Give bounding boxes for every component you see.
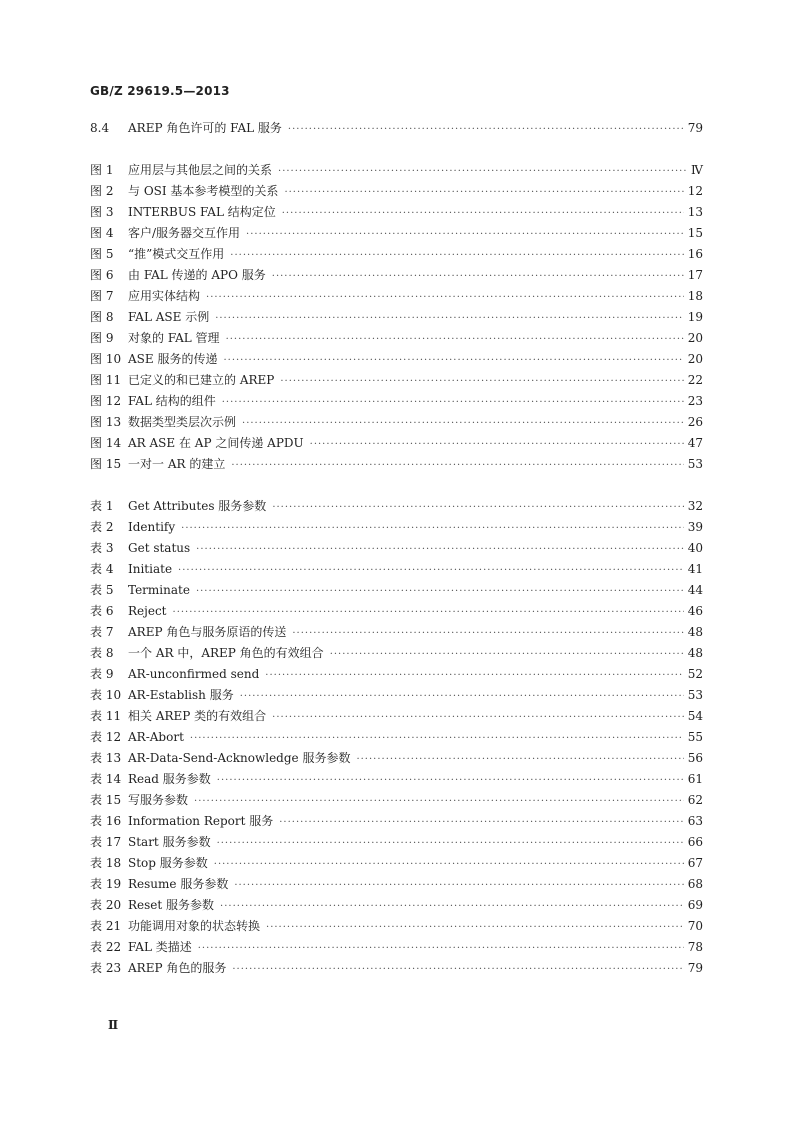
- toc-entry-title: 应用层与其他层之间的关系: [128, 163, 273, 177]
- toc-entry-page: 56: [687, 751, 703, 765]
- toc-entry[interactable]: [90, 790, 703, 811]
- toc-dot-leader: [217, 770, 684, 791]
- toc-entry[interactable]: [90, 580, 703, 601]
- toc-entry-title: Resume 服务参数: [128, 877, 229, 891]
- toc-entry-page: 69: [687, 898, 703, 912]
- toc-dot-leader: [226, 329, 684, 350]
- toc-dot-leader: [196, 581, 684, 602]
- toc-dot-leader: [288, 119, 684, 140]
- toc-entry-page: 46: [687, 604, 703, 618]
- toc-entry-page: 26: [687, 415, 703, 429]
- toc-entry-title: Identify: [128, 520, 176, 534]
- toc-entry-page: 78: [687, 940, 703, 954]
- toc-dot-leader: [230, 245, 683, 266]
- toc-entry-title: Start 服务参数: [128, 835, 211, 849]
- toc-entry-number: 8.4: [90, 121, 110, 135]
- toc-entry-title: 已定义的和已建立的 AREP: [128, 373, 275, 387]
- toc-entry-number: 表 4: [90, 562, 114, 576]
- toc-entry-title: Get Attributes 服务参数: [128, 499, 267, 513]
- toc-entry[interactable]: [90, 496, 703, 517]
- toc-entry-title: 应用实体结构: [128, 289, 201, 303]
- toc-entry-title: 数据类型类层次示例: [128, 415, 237, 429]
- toc-entry[interactable]: [90, 160, 703, 181]
- toc-entry[interactable]: [90, 202, 703, 223]
- standard-number: GB/Z 29619.5—2013: [90, 84, 230, 98]
- toc-dot-leader: [232, 959, 683, 980]
- toc-entry[interactable]: [90, 853, 703, 874]
- toc-entry-page: 54: [687, 709, 703, 723]
- toc-entry-number: 图 3: [90, 205, 114, 219]
- toc-figure-list: [90, 160, 703, 475]
- toc-entry-page: 63: [687, 814, 703, 828]
- toc-dot-leader: [246, 224, 684, 245]
- toc-entry[interactable]: [90, 727, 703, 748]
- page-number: Ⅱ: [108, 1018, 119, 1032]
- toc-entry-title: AR-Data-Send-Acknowledge 服务参数: [128, 751, 351, 765]
- toc-dot-leader: [196, 539, 684, 560]
- toc-entry-number: 图 7: [90, 289, 114, 303]
- toc-entry-title: Stop 服务参数: [128, 856, 208, 870]
- toc-entry-title: AREP 角色的服务: [128, 961, 227, 975]
- toc-entry[interactable]: [90, 223, 703, 244]
- toc-entry[interactable]: [90, 412, 703, 433]
- toc-entry-number: 表 13: [90, 751, 122, 765]
- toc-entry-title: 功能调用对象的状态转换: [128, 919, 261, 933]
- toc-entry[interactable]: [90, 832, 703, 853]
- toc-entry-number: 表 3: [90, 541, 114, 555]
- toc-entry-page: 68: [687, 877, 703, 891]
- toc-dot-leader: [280, 371, 683, 392]
- toc-entry-number: 图 14: [90, 436, 122, 450]
- toc-entry-page: 20: [687, 352, 703, 366]
- toc-entry-page: 23: [687, 394, 703, 408]
- toc-entry-number: 表 22: [90, 940, 122, 954]
- toc-entry-page: 79: [687, 121, 703, 135]
- toc-entry-title: AR-Establish 服务: [128, 688, 234, 702]
- toc-dot-leader: [282, 203, 684, 224]
- toc-entry-title: Reject: [128, 604, 167, 618]
- toc-entry-number: 表 1: [90, 499, 114, 513]
- toc-entry-title: INTERBUS FAL 结构定位: [128, 205, 276, 219]
- toc-entry-page: 66: [687, 835, 703, 849]
- toc-table-list: [90, 496, 703, 979]
- toc-entry[interactable]: [90, 601, 703, 622]
- toc-entry-number: 图 8: [90, 310, 114, 324]
- toc-entry-number: 图 13: [90, 415, 122, 429]
- toc-entry-number: 图 6: [90, 268, 114, 282]
- toc-entry-page: 13: [687, 205, 703, 219]
- toc-entry-title: Get status: [128, 541, 191, 555]
- toc-dot-leader: [330, 644, 684, 665]
- toc-entry-title: 一个 AR 中，AREP 角色的有效组合: [128, 646, 324, 660]
- toc-entry[interactable]: [90, 286, 703, 307]
- toc-entry[interactable]: [90, 349, 703, 370]
- toc-entry-number: 表 18: [90, 856, 122, 870]
- toc-entry[interactable]: [90, 748, 703, 769]
- toc-dot-leader: [214, 854, 684, 875]
- toc-dot-leader: [272, 497, 683, 518]
- toc-entry-page: 55: [687, 730, 703, 744]
- toc-entry-title: FAL 类描述: [128, 940, 192, 954]
- toc-entry-number: 表 11: [90, 709, 122, 723]
- toc-entry-title: AR-unconfirmed send: [128, 667, 260, 681]
- toc-dot-leader: [220, 896, 684, 917]
- toc-entry[interactable]: [90, 958, 703, 979]
- toc-entry[interactable]: [90, 622, 703, 643]
- toc-entry-number: 图 4: [90, 226, 114, 240]
- toc-entry-number: 表 2: [90, 520, 114, 534]
- toc-clause-list: [90, 118, 703, 139]
- toc-entry[interactable]: [90, 307, 703, 328]
- toc-entry[interactable]: [90, 916, 703, 937]
- toc-entry[interactable]: [90, 181, 703, 202]
- toc-entry-number: 表 19: [90, 877, 122, 891]
- toc-dot-leader: [356, 749, 683, 770]
- toc-entry-title: 写服务参数: [128, 793, 189, 807]
- toc-entry-title: Terminate: [128, 583, 190, 597]
- toc-entry-number: 图 5: [90, 247, 114, 261]
- toc-entry-title: AR-Abort: [128, 730, 184, 744]
- toc-entry-title: FAL ASE 示例: [128, 310, 210, 324]
- toc-entry-page: 22: [687, 373, 703, 387]
- toc-entry[interactable]: [90, 811, 703, 832]
- toc-entry-page: 32: [687, 499, 703, 513]
- toc-entry-page: 67: [687, 856, 703, 870]
- toc-entry[interactable]: [90, 454, 703, 475]
- toc-entry-number: 表 5: [90, 583, 114, 597]
- toc-dot-leader: [240, 686, 684, 707]
- toc-entry[interactable]: [90, 559, 703, 580]
- toc-entry-page: 12: [687, 184, 703, 198]
- toc-dot-leader: [173, 602, 684, 623]
- toc-entry-title: Initiate: [128, 562, 173, 576]
- toc-entry-title: AREP 角色与服务原语的传送: [128, 625, 287, 639]
- toc-dot-leader: [278, 161, 687, 182]
- toc-dot-leader: [215, 308, 684, 329]
- toc-dot-leader: [265, 665, 683, 686]
- toc-entry-page: 52: [687, 667, 703, 681]
- toc-entry[interactable]: [90, 685, 703, 706]
- toc-entry-title: ASE 服务的传递: [128, 352, 218, 366]
- toc-entry-title: Read 服务参数: [128, 772, 211, 786]
- toc-entry-number: 图 1: [90, 163, 114, 177]
- toc-dot-leader: [242, 413, 684, 434]
- toc-dot-leader: [284, 182, 683, 203]
- toc-entry-number: 表 16: [90, 814, 122, 828]
- toc-entry-page: 40: [687, 541, 703, 555]
- toc-dot-leader: [181, 518, 684, 539]
- toc-dot-leader: [310, 434, 684, 455]
- toc-entry-number: 图 2: [90, 184, 114, 198]
- toc-dot-leader: [198, 938, 684, 959]
- toc-entry[interactable]: [90, 244, 703, 265]
- toc-entry-number: 表 9: [90, 667, 114, 681]
- toc-entry[interactable]: [90, 265, 703, 286]
- toc-entry-page: 44: [687, 583, 703, 597]
- toc-dot-leader: [178, 560, 684, 581]
- toc-entry[interactable]: [90, 874, 703, 895]
- toc-entry-title: “推”模式交互作用: [128, 247, 225, 261]
- toc-entry-page: 53: [687, 457, 703, 471]
- toc-entry-number: 表 21: [90, 919, 122, 933]
- toc-entry-title: 一对一 AR 的建立: [128, 457, 226, 471]
- toc-entry-title: 对象的 FAL 管理: [128, 331, 220, 345]
- toc-entry-number: 图 10: [90, 352, 122, 366]
- toc-entry-page: 16: [687, 247, 703, 261]
- toc-entry-number: 表 7: [90, 625, 114, 639]
- toc-dot-leader: [217, 833, 684, 854]
- toc-entry-page: 18: [687, 289, 703, 303]
- toc-entry[interactable]: [90, 118, 703, 139]
- toc-entry[interactable]: [90, 664, 703, 685]
- toc-dot-leader: [292, 623, 683, 644]
- toc-dot-leader: [272, 707, 684, 728]
- toc-entry-number: 表 20: [90, 898, 122, 912]
- toc-entry-page: 79: [687, 961, 703, 975]
- toc-entry[interactable]: [90, 937, 703, 958]
- toc-entry-page: 47: [687, 436, 703, 450]
- toc-entry-number: 表 15: [90, 793, 122, 807]
- toc-entry-page: 62: [687, 793, 703, 807]
- toc-entry-number: 图 12: [90, 394, 122, 408]
- toc-entry[interactable]: [90, 517, 703, 538]
- toc-dot-leader: [279, 812, 683, 833]
- toc-entry-title: AR ASE 在 AP 之间传递 APDU: [128, 436, 304, 450]
- toc-dot-leader: [194, 791, 684, 812]
- toc-dot-leader: [231, 455, 683, 476]
- toc-entry-number: 表 8: [90, 646, 114, 660]
- toc-entry-page: 20: [687, 331, 703, 345]
- toc-entry-title: FAL 结构的组件: [128, 394, 216, 408]
- toc-entry-title: Information Report 服务: [128, 814, 274, 828]
- toc-entry-page: 48: [687, 646, 703, 660]
- toc-entry-page: 53: [687, 688, 703, 702]
- toc-entry-number: 表 14: [90, 772, 122, 786]
- toc-entry[interactable]: [90, 769, 703, 790]
- toc-entry-title: 与 OSI 基本参考模型的关系: [128, 184, 279, 198]
- toc-entry-page: Ⅳ: [691, 163, 703, 177]
- toc-entry[interactable]: [90, 433, 703, 454]
- toc-dot-leader: [222, 392, 684, 413]
- toc-entry-page: 61: [687, 772, 703, 786]
- toc-entry-page: 41: [687, 562, 703, 576]
- toc-entry-page: 19: [687, 310, 703, 324]
- toc-entry-number: 图 9: [90, 331, 114, 345]
- toc-entry-title: 客户/服务器交互作用: [128, 226, 241, 240]
- toc-dot-leader: [266, 917, 684, 938]
- toc-entry-number: 图 15: [90, 457, 122, 471]
- toc-entry-page: 39: [687, 520, 703, 534]
- toc-entry-page: 48: [687, 625, 703, 639]
- toc-entry-number: 表 17: [90, 835, 122, 849]
- toc-entry[interactable]: [90, 391, 703, 412]
- toc-dot-leader: [272, 266, 684, 287]
- toc-entry[interactable]: [90, 538, 703, 559]
- toc-entry-page: 17: [687, 268, 703, 282]
- toc-entry-title: AREP 角色许可的 FAL 服务: [128, 121, 282, 135]
- toc-entry[interactable]: [90, 706, 703, 727]
- toc-entry-page: 15: [687, 226, 703, 240]
- toc-entry[interactable]: [90, 895, 703, 916]
- toc-entry-title: 由 FAL 传递的 APO 服务: [128, 268, 266, 282]
- toc-entry[interactable]: [90, 328, 703, 349]
- toc-dot-leader: [206, 287, 684, 308]
- toc-entry[interactable]: [90, 370, 703, 391]
- toc-dot-leader: [223, 350, 683, 371]
- toc-entry-number: 表 10: [90, 688, 122, 702]
- toc-dot-leader: [234, 875, 683, 896]
- toc-entry-number: 表 6: [90, 604, 114, 618]
- document-header: [90, 84, 230, 98]
- toc-dot-leader: [190, 728, 684, 749]
- toc-entry-page: 70: [687, 919, 703, 933]
- toc-entry[interactable]: [90, 643, 703, 664]
- toc-entry-title: Reset 服务参数: [128, 898, 215, 912]
- toc-entry-number: 表 12: [90, 730, 122, 744]
- toc-entry-number: 表 23: [90, 961, 122, 975]
- toc-entry-number: 图 11: [90, 373, 122, 387]
- toc-entry-title: 相关 AREP 类的有效组合: [128, 709, 267, 723]
